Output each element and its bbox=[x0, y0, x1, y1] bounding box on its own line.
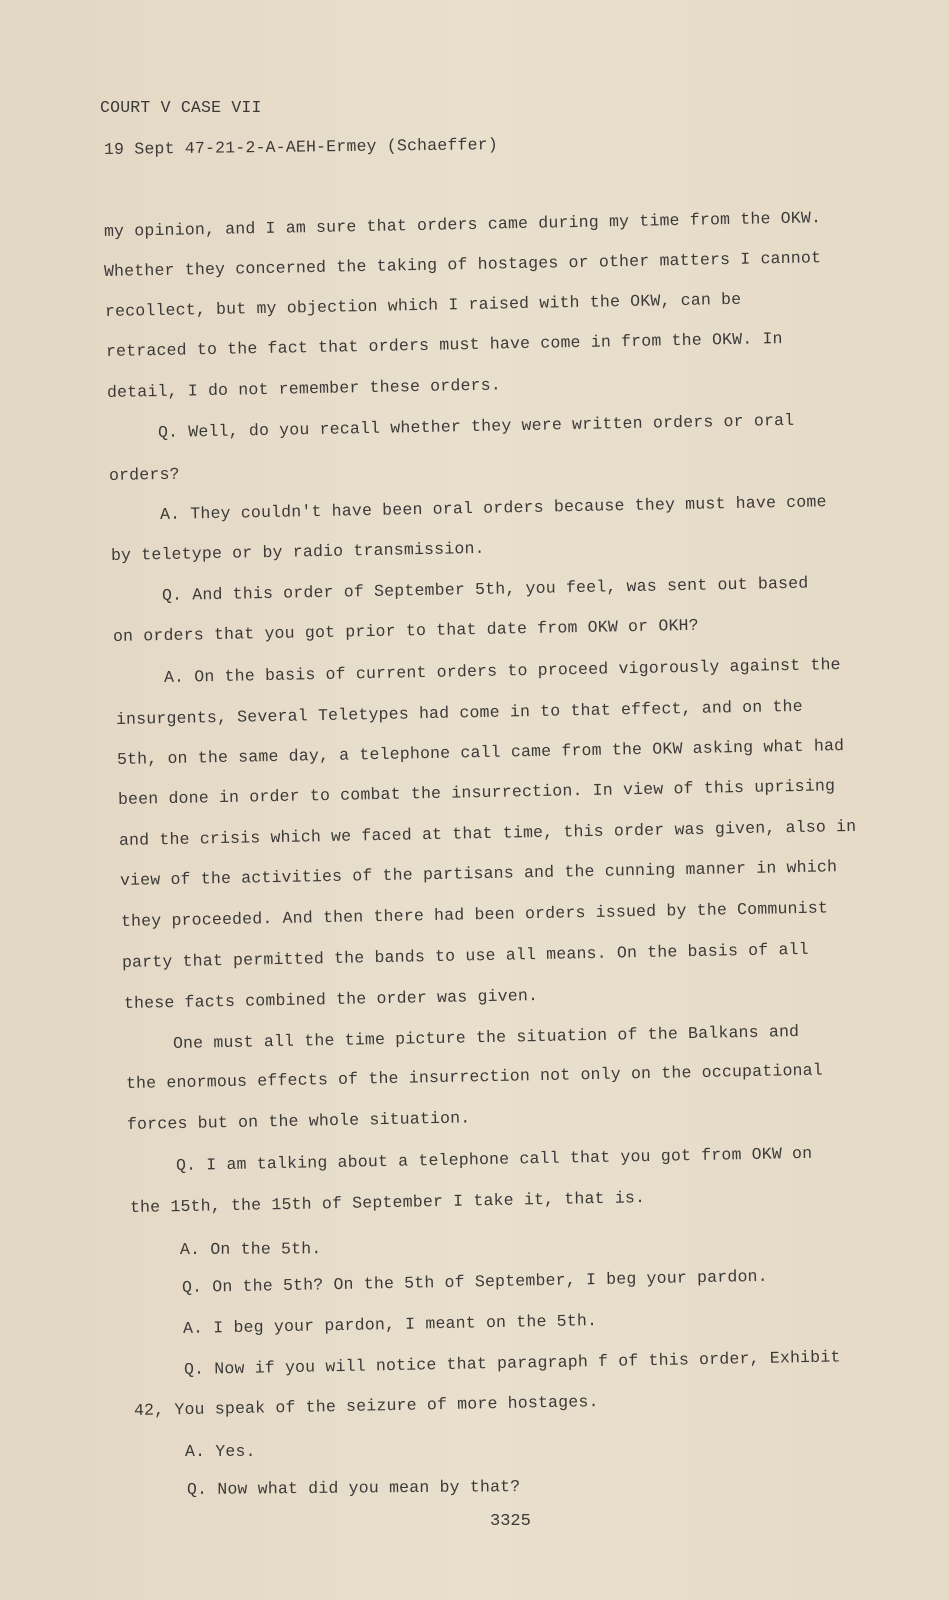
text-line: Whether they concerned the taking of hostages or other matters I cannot bbox=[103, 248, 822, 281]
text-line: retraced to the fact that orders must have come in from the OKW. In bbox=[105, 329, 783, 361]
answer-line: A. On the 5th. bbox=[179, 1239, 322, 1259]
text-line: party that permitted the bands to use all means. On the basis of all bbox=[121, 939, 809, 972]
question-line: Q. I am talking about a telephone call that you got from OKW on bbox=[175, 1143, 813, 1175]
question-line: Q. And this order of September 5th, you feel, was sent out based bbox=[161, 573, 809, 605]
text-line: on orders that you got prior to that date from OKW or OKH? bbox=[112, 615, 699, 646]
case-header: COURT V CASE VII bbox=[100, 98, 262, 117]
text-line: been done in order to combat the insurrection. In view of this uprising bbox=[117, 776, 836, 809]
text-line: and the crisis which we faced at that time, this order was given, also in bbox=[118, 816, 857, 850]
text-line: view of the activities of the partisans and the cunning manner in which bbox=[119, 857, 838, 890]
question-line: Q. Well, do you recall whether they were written orders or oral bbox=[157, 410, 795, 442]
page-number: 3325 bbox=[490, 1512, 531, 1531]
question-line: Q. On the 5th? On the 5th of September, I beg your pardon. bbox=[181, 1266, 768, 1297]
answer-line: A. On the basis of current orders to proceed vigorously against the bbox=[163, 655, 841, 687]
question-line: Q. Now what did you mean by that? bbox=[186, 1477, 521, 1499]
text-line: they proceeded. And then there had been orders issued by the Communist bbox=[120, 898, 829, 931]
text-line: One must all the time picture the situation of the Balkans and bbox=[172, 1021, 800, 1053]
session-header: 19 Sept 47-21-2-A-AEH-Ermey (Schaeffer) bbox=[103, 135, 499, 159]
answer-line: A. Yes. bbox=[185, 1442, 256, 1461]
text-line: 42, You speak of the seizure of more hostages. bbox=[133, 1392, 599, 1420]
answer-line: A. They couldn't have been oral orders because they must have come bbox=[159, 492, 827, 524]
text-line: the enormous effects of the insurrection not only on the occupational bbox=[125, 1060, 824, 1093]
question-line: Q. Now if you will notice that paragraph f of this order, Exhibit bbox=[183, 1347, 841, 1379]
text-line: the 15th, the 15th of September I take it, that is. bbox=[129, 1188, 646, 1217]
text-line: forces but on the whole situation. bbox=[126, 1108, 471, 1134]
text-line: by teletype or by radio transmission. bbox=[110, 538, 485, 565]
text-line: detail, I do not remember these orders. bbox=[106, 375, 502, 402]
text-line: 5th, on the same day, a telephone call came from the OKW asking what had bbox=[116, 736, 845, 769]
text-line: these facts combined the order was given. bbox=[123, 986, 539, 1013]
text-line: orders? bbox=[108, 464, 180, 485]
answer-line: A. I beg your pardon, I meant on the 5th. bbox=[182, 1311, 598, 1338]
text-line: insurgents, Several Teletypes had come in to that effect, and on the bbox=[115, 696, 803, 729]
text-line: my opinion, and I am sure that orders came during my time from the OKW. bbox=[103, 208, 822, 241]
text-line: recollect, but my objection which I raised with the OKW, can be bbox=[104, 289, 742, 321]
